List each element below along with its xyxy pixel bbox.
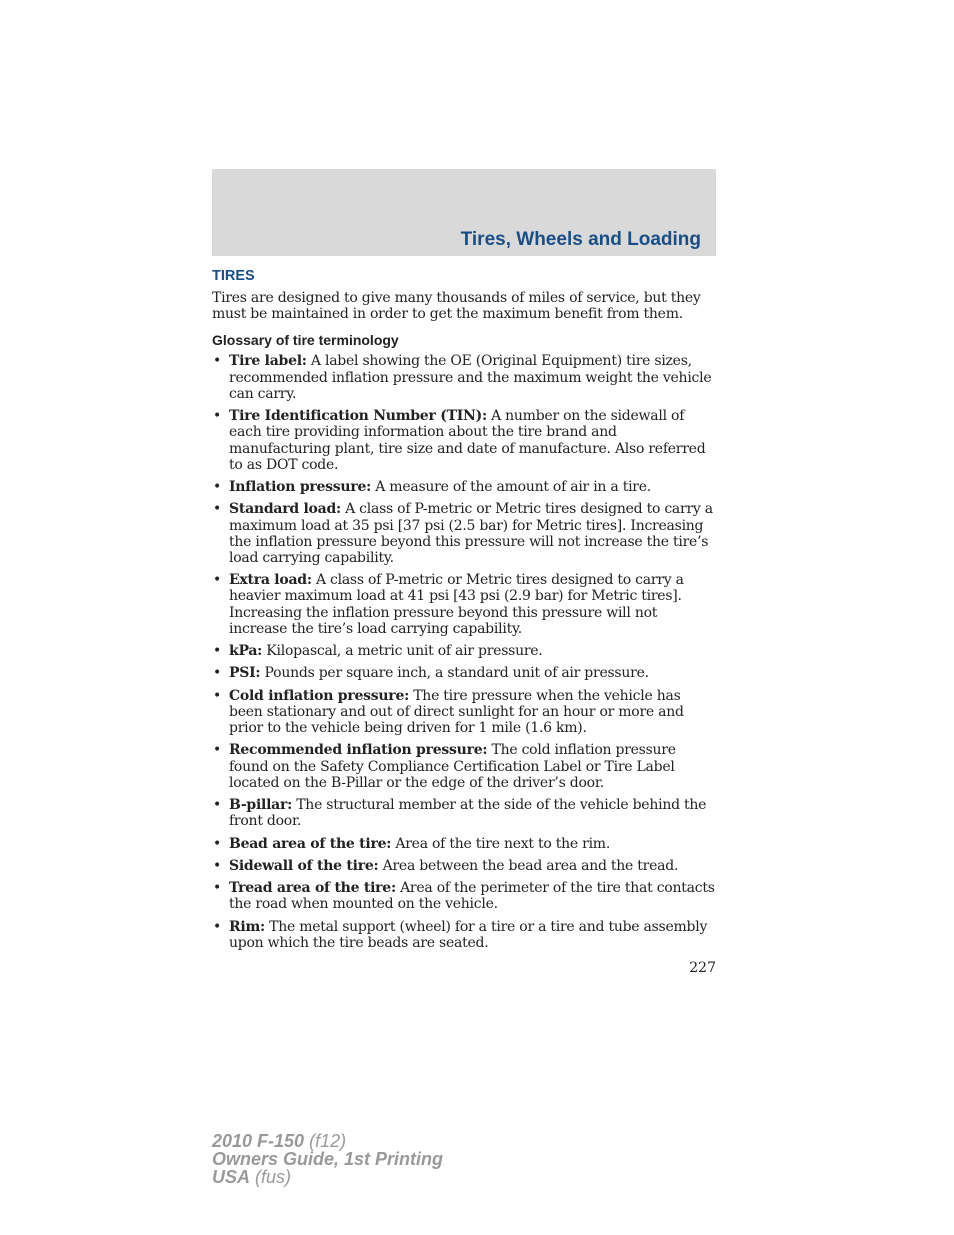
bullet-icon: • xyxy=(213,501,222,518)
bullet-icon: • xyxy=(213,835,222,852)
glossary-definition: A measure of the amount of air in a tire. xyxy=(371,479,651,496)
footer-model: 2010 F-150 xyxy=(212,1131,305,1151)
list-item xyxy=(212,742,716,791)
bullet-icon: • xyxy=(213,643,222,660)
bullet-icon: • xyxy=(213,880,222,897)
glossary-term: Cold inflation pressure: xyxy=(229,687,410,704)
glossary-definition: Pounds per square inch, a standard unit of air pressure. xyxy=(260,665,649,682)
bullet-icon: • xyxy=(213,408,222,425)
glossary-term: Standard load: xyxy=(229,501,341,518)
footer-edition: Owners Guide, 1st Printing xyxy=(212,1149,444,1169)
glossary-definition: A class of P-metric or Metric tires designed to carry a heavier maximum load at 41 psi [43 psi (2.9 bar) for Metric tires]. Increasing the inflation pressure beyond this pressure will not increase the tire’s load carrying capability. xyxy=(229,572,684,637)
bullet-icon: • xyxy=(213,353,222,370)
bullet-icon: • xyxy=(213,797,222,814)
chapter-header-bar xyxy=(212,169,716,256)
list-item xyxy=(212,836,716,852)
glossary-term: PSI: xyxy=(229,665,261,682)
list-item xyxy=(212,688,716,737)
glossary-definition: The tire pressure when the vehicle has been stationary and out of direct sunlight for an hour or more and prior to the vehicle being driven for 1 mile (1.6 km). xyxy=(229,687,684,737)
list-item xyxy=(212,797,716,829)
bullet-icon: • xyxy=(213,857,222,874)
glossary-definition: Area of the tire next to the rim. xyxy=(391,835,611,852)
page-number: 227 xyxy=(689,960,716,976)
glossary-definition: Area of the perimeter of the tire that contacts the road when mounted on the vehicle. xyxy=(229,880,715,913)
list-item xyxy=(212,501,716,566)
glossary-term: Sidewall of the tire: xyxy=(229,857,379,874)
glossary-title: Glossary of tire terminology xyxy=(212,332,399,349)
glossary-term: Tire label: xyxy=(229,353,307,370)
glossary-term: Recommended inflation pressure: xyxy=(229,742,488,759)
glossary-definition: The structural member at the side of the vehicle behind the front door. xyxy=(229,797,707,830)
list-item xyxy=(212,479,716,495)
glossary-list xyxy=(212,353,716,951)
footer-line-market xyxy=(212,1168,443,1186)
footer-model-code: (f12) xyxy=(304,1131,347,1151)
section-title: TIRES xyxy=(212,268,255,284)
glossary-term: Tire Identification Number (TIN): xyxy=(229,408,487,425)
bullet-icon: • xyxy=(213,572,222,589)
glossary-term: kPa: xyxy=(229,643,263,660)
list-item xyxy=(212,408,716,473)
list-item xyxy=(212,643,716,659)
bullet-icon: • xyxy=(213,479,222,496)
glossary-term: Inflation pressure: xyxy=(229,479,372,496)
chapter-title: Tires, Wheels and Loading xyxy=(460,229,701,250)
glossary-term: Tread area of the tire: xyxy=(229,880,396,897)
bullet-icon: • xyxy=(213,665,222,682)
glossary-term: Extra load: xyxy=(229,572,312,589)
glossary-definition: A label showing the OE (Original Equipment) tire sizes, recommended inflation pressure and the maximum weight the vehicle can carry. xyxy=(229,353,712,402)
bullet-icon: • xyxy=(213,687,222,704)
bullet-icon: • xyxy=(213,918,222,935)
bullet-icon: • xyxy=(213,742,222,759)
section-intro: Tires are designed to give many thousands of miles of service, but they must be maintained in order to get the maximum benefit from them. xyxy=(212,290,701,323)
footer-line-model xyxy=(212,1132,443,1150)
page-content xyxy=(212,268,716,957)
glossary-term: Bead area of the tire: xyxy=(229,835,392,852)
footer-line-edition xyxy=(212,1150,443,1168)
list-item xyxy=(212,665,716,681)
glossary-definition: Kilopascal, a metric unit of air pressure. xyxy=(262,643,543,660)
list-item xyxy=(212,919,716,951)
glossary-term: B-pillar: xyxy=(229,797,293,814)
list-item xyxy=(212,353,716,402)
glossary-definition: A class of P-metric or Metric tires designed to carry a maximum load at 35 psi [37 psi (2.5 bar) for Metric tires]. Increasing the inflation pressure beyond this pressure will not increase the tire’s load carrying capability. xyxy=(229,501,713,566)
glossary-definition: The metal support (wheel) for a tire or a tire and tube assembly upon which the tire beads are seated. xyxy=(229,918,708,951)
list-item xyxy=(212,572,716,637)
glossary-definition: The cold inflation pressure found on the Safety Compliance Certification Label or Tire Label located on the B-Pillar or the edge of the driver’s door. xyxy=(229,742,676,791)
glossary-definition: A number on the sidewall of each tire providing information about the tire brand and manufacturing plant, tire size and date of manufacture. Also referred to as DOT code. xyxy=(229,408,706,473)
footer-market-code: (fus) xyxy=(250,1167,292,1187)
glossary-term: Rim: xyxy=(229,918,265,935)
glossary-definition: Area between the bead area and the tread. xyxy=(378,857,679,874)
footer-market: USA xyxy=(212,1167,251,1187)
print-footer xyxy=(212,1132,443,1186)
list-item xyxy=(212,858,716,874)
list-item xyxy=(212,880,716,912)
